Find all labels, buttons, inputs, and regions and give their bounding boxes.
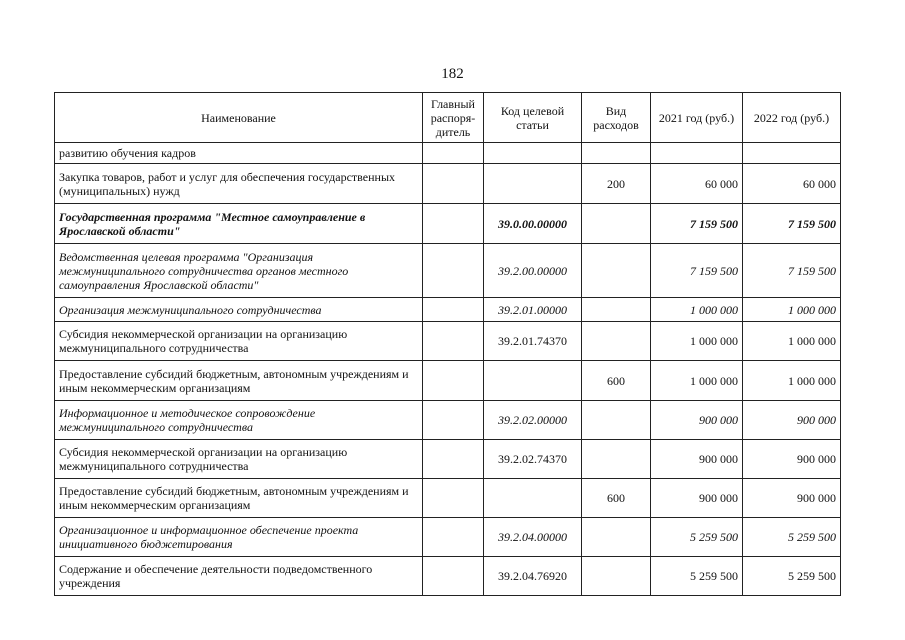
table-row [55,322,841,361]
row-name: Субсидия некоммерческой организации на организацию межмуниципального сотрудничества [55,440,423,479]
row-2021: 900 000 [651,440,743,479]
row-kind [582,143,651,164]
row-admin [423,322,484,361]
row-admin [423,204,484,244]
row-kind [582,401,651,440]
row-admin [423,440,484,479]
row-2021: 1 000 000 [651,298,743,322]
row-2022 [743,143,841,164]
row-code: 39.0.00.00000 [484,204,582,244]
row-code: 39.2.04.76920 [484,557,582,596]
header-2021: 2021 год (руб.) [651,93,743,143]
row-2022: 1 000 000 [743,322,841,361]
row-admin [423,557,484,596]
row-admin [423,361,484,401]
row-name: Предоставление субсидий бюджетным, автономным учреждениям и иным некоммерческим организациям [55,479,423,518]
table-header-row [55,93,841,143]
row-code: 39.2.04.00000 [484,518,582,557]
table-row [55,298,841,322]
row-kind [582,518,651,557]
row-2021: 1 000 000 [651,361,743,401]
row-2021: 5 259 500 [651,557,743,596]
table-row [55,361,841,401]
row-2021: 60 000 [651,164,743,204]
row-kind [582,244,651,298]
row-name: Закупка товаров, работ и услуг для обеспечения государственных (муниципальных) нужд [55,164,423,204]
row-2021: 900 000 [651,479,743,518]
row-code: 39.2.02.74370 [484,440,582,479]
row-code: 39.2.01.74370 [484,322,582,361]
row-name: Информационное и методическое сопровождение межмуниципального сотрудничества [55,401,423,440]
row-name: Организационное и информационное обеспечение проекта инициативного бюджетирования [55,518,423,557]
row-name: Субсидия некоммерческой организации на организацию межмуниципального сотрудничества [55,322,423,361]
row-kind [582,322,651,361]
row-code [484,164,582,204]
header-admin: Главный распоря-дитель [423,93,484,143]
row-2021: 5 259 500 [651,518,743,557]
row-2021: 1 000 000 [651,322,743,361]
row-2021: 7 159 500 [651,244,743,298]
row-name: Государственная программа "Местное самоуправление в Ярославской области" [55,204,423,244]
table-row [55,401,841,440]
row-admin [423,518,484,557]
row-2022: 900 000 [743,401,841,440]
row-admin [423,164,484,204]
row-kind [582,298,651,322]
row-kind [582,557,651,596]
row-2022: 5 259 500 [743,518,841,557]
row-code: 39.2.01.00000 [484,298,582,322]
row-2022: 1 000 000 [743,361,841,401]
header-code: Код целевой статьи [484,93,582,143]
row-code [484,361,582,401]
row-2022: 7 159 500 [743,204,841,244]
table-row [55,164,841,204]
row-name: Ведомственная целевая программа "Организация межмуниципального сотрудничества органов местного самоуправления Ярославской области" [55,244,423,298]
row-2022: 7 159 500 [743,244,841,298]
row-kind [582,204,651,244]
header-kind: Вид расходов [582,93,651,143]
row-code [484,479,582,518]
row-admin [423,401,484,440]
table-row [55,479,841,518]
table-row [55,244,841,298]
page-number: 182 [441,66,464,82]
row-admin [423,244,484,298]
table-row [55,557,841,596]
row-2021 [651,143,743,164]
row-2022: 5 259 500 [743,557,841,596]
table-row [55,440,841,479]
row-kind: 600 [582,361,651,401]
row-name: Содержание и обеспечение деятельности подведомственного учреждения [55,557,423,596]
table-row [55,143,841,164]
row-name: Предоставление субсидий бюджетным, автономным учреждениям и иным некоммерческим организациям [55,361,423,401]
row-2022: 900 000 [743,440,841,479]
row-2021: 900 000 [651,401,743,440]
row-2022: 900 000 [743,479,841,518]
row-code: 39.2.02.00000 [484,401,582,440]
header-name: Наименование [55,93,423,143]
row-kind: 600 [582,479,651,518]
row-admin [423,298,484,322]
row-2022: 1 000 000 [743,298,841,322]
row-name: развитию обучения кадров [55,143,423,164]
table-row [55,204,841,244]
row-code [484,143,582,164]
row-2022: 60 000 [743,164,841,204]
row-name: Организация межмуниципального сотрудничества [55,298,423,322]
header-2022: 2022 год (руб.) [743,93,841,143]
table-row [55,518,841,557]
budget-table [54,92,841,596]
row-admin [423,143,484,164]
row-code: 39.2.00.00000 [484,244,582,298]
row-admin [423,479,484,518]
row-2021: 7 159 500 [651,204,743,244]
row-kind: 200 [582,164,651,204]
row-kind [582,440,651,479]
